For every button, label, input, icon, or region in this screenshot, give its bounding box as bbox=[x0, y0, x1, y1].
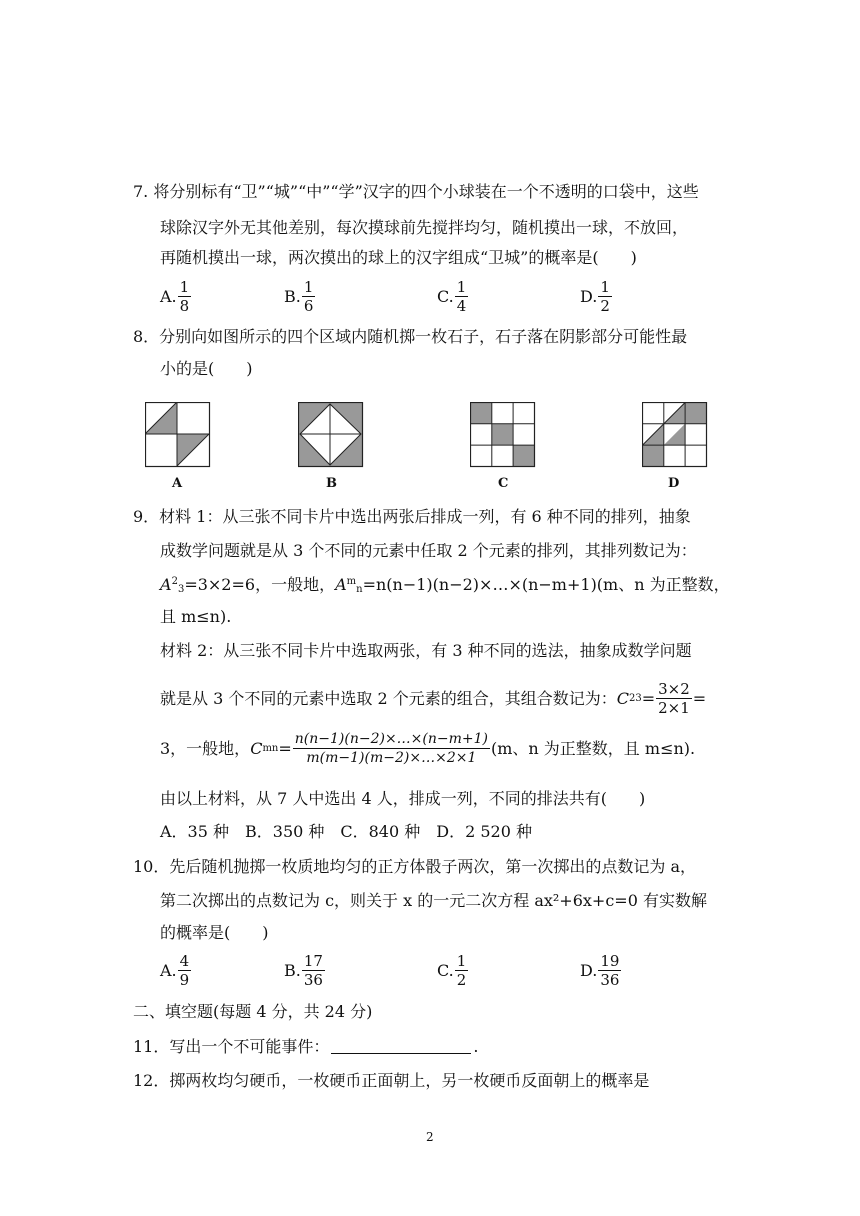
q12: 12．掷两枚均匀硬币，一枚硬币正面朝上，另一枚硬币反面朝上的概率是 bbox=[133, 1071, 650, 1090]
q9-line4: 且 m≤n). bbox=[160, 607, 232, 626]
q8-line1: 8．分别向如图所示的四个区域内随机掷一枚石子，石子落在阴影部分可能性最 bbox=[133, 327, 688, 346]
page-number: 2 bbox=[426, 1130, 434, 1144]
q9-line3: $A^2_3=3\times 2=6$，一般地，$A^m_n=n(n-1)(n-2)\times\dots\times(n-m+1)(m$、n 为正整数， bbox=[160, 575, 730, 595]
q9-line8: 由以上材料，从 7 人中选出 4 人，排成一列，不同的排法共有( ) bbox=[160, 789, 646, 808]
q9-line7: 3，一般地， C m n = $\frac{n(n-1)(n-2)\times\dots\times(n-m+1)}{m(m-1)(m-2)\times\dots\times 2\times 1}$ (m、n 为正整数，且 m≤n). bbox=[160, 731, 696, 766]
figure-b bbox=[298, 402, 364, 468]
q10-option-d: D. $\frac{19}{36}$ bbox=[580, 952, 620, 989]
answer-blank[interactable] bbox=[331, 1039, 471, 1054]
q7-option-c: C. $\frac{1}{4}$ bbox=[437, 278, 467, 315]
q7-option-b: B. $\frac{1}{6}$ bbox=[284, 278, 314, 315]
q10-line1: 10．先后随机抛掷一枚质地均匀的正方体骰子两次，第一次掷出的点数记为 a， bbox=[133, 857, 696, 876]
q7-line3: 再随机摸出一球，两次摸出的球上的汉字组成“卫城”的概率是( ) bbox=[160, 248, 637, 267]
q7-line2: 球除汉字外无其他差别，每次摸球前先搅拌均匀，随机摸出一球，不放回， bbox=[160, 218, 689, 237]
figure-label-a: A bbox=[172, 476, 183, 491]
figure-c bbox=[470, 402, 536, 468]
q7-option-d: D. $\frac{1}{2}$ bbox=[580, 278, 610, 315]
figure-d bbox=[642, 402, 708, 468]
q7-option-a: A. $\frac{1}{8}$ bbox=[160, 278, 190, 315]
q10-line3: 的概率是( ) bbox=[160, 923, 269, 942]
q9-line5: 材料 2：从三张不同卡片中选取两张，有 3 种不同的选法，抽象成数学问题 bbox=[160, 641, 692, 660]
q10-option-a: A. $\frac{4}{9}$ bbox=[160, 952, 190, 989]
section-heading: 二、填空题(每题 4 分，共 24 分) bbox=[133, 1002, 373, 1021]
figure-label-d: D bbox=[668, 476, 680, 491]
figure-a bbox=[145, 402, 211, 468]
q9-options: A．35 种 B．350 种 C．840 种 D．2 520 种 bbox=[160, 822, 532, 841]
q9-line6: 就是从 3 个不同的元素中选取 2 个元素的组合，其组合数记为： C 2 3 = $\frac{3\times 2}{2\times 1}$ = bbox=[160, 680, 707, 717]
q10-option-c: C. $\frac{1}{2}$ bbox=[437, 952, 467, 989]
q9-line2: 成数学问题就是从 3 个不同的元素中任取 2 个元素的排列，其排列数记为： bbox=[160, 541, 697, 560]
q10-option-b: B. $\frac{17}{36}$ bbox=[284, 952, 323, 989]
q9-line1: 9．材料 1：从三张不同卡片中选出两张后排成一列，有 6 种不同的排列，抽象 bbox=[133, 507, 691, 526]
q11: 11．写出一个不可能事件： . bbox=[133, 1037, 479, 1056]
figure-label-b: B bbox=[326, 476, 337, 491]
q10-line2: 第二次掷出的点数记为 c，则关于 x 的一元二次方程 ax²+6x+c=0 有实数解 bbox=[160, 891, 707, 910]
q7-line1: 7. 将分别标有“卫”“城”“中”“学”汉字的四个小球装在一个不透明的口袋中，这些 bbox=[133, 182, 699, 201]
q8-line2: 小的是( ) bbox=[160, 359, 253, 378]
figure-label-c: C bbox=[498, 476, 509, 491]
